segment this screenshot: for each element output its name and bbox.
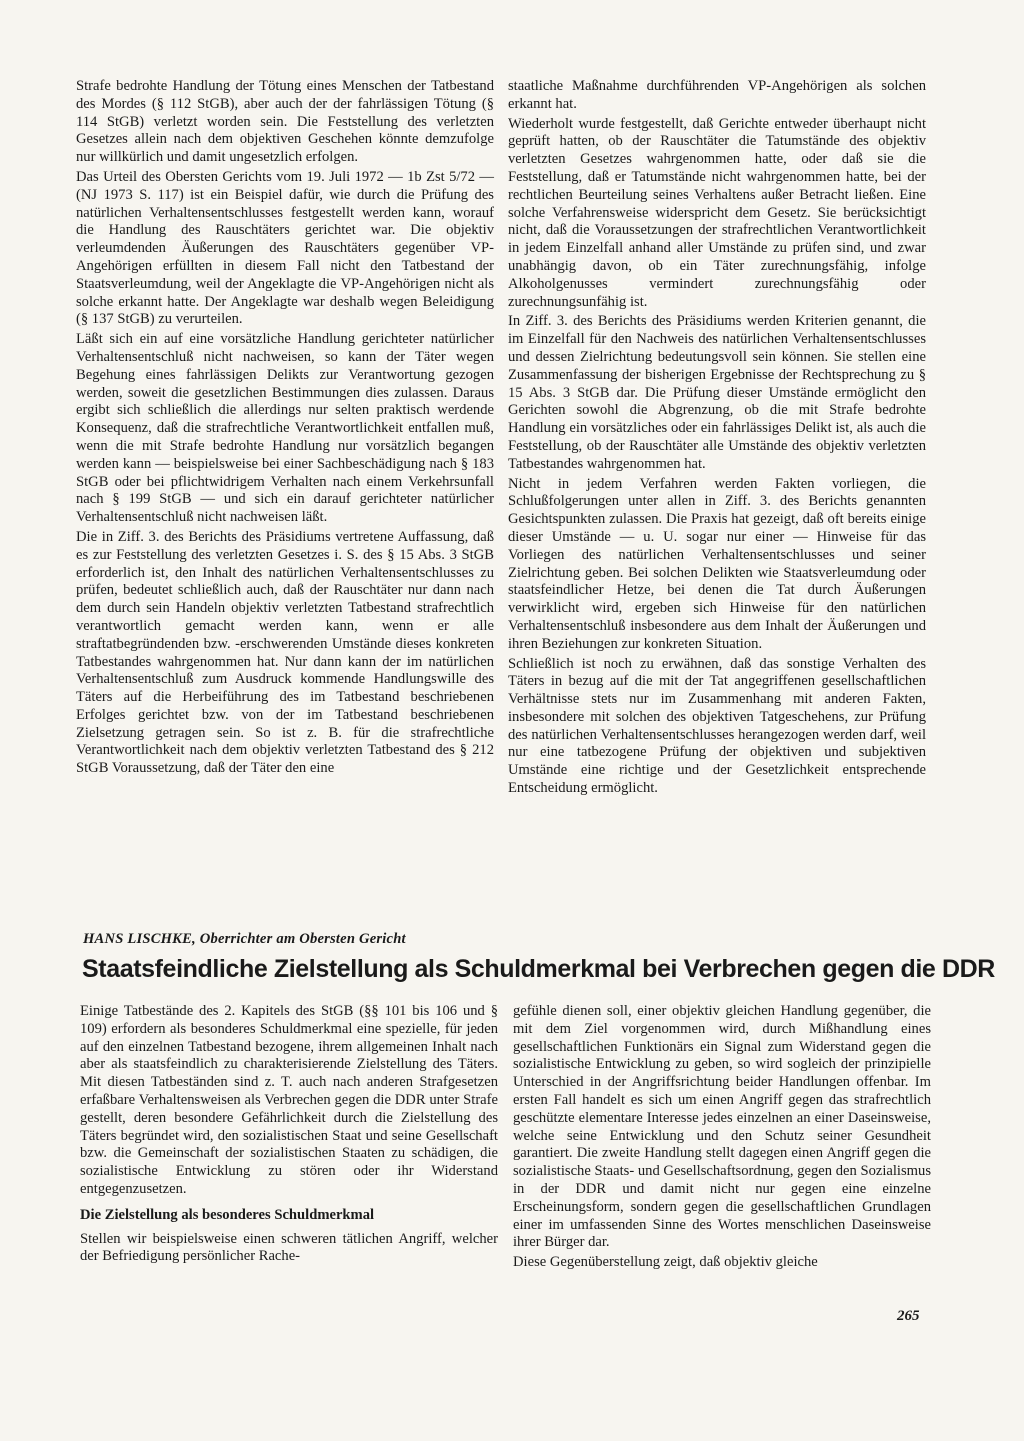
article2-right-column — [513, 1003, 931, 1274]
paragraph: gefühle dienen soll, einer objektiv gleichen Handlung gegenüber, die mit dem Ziel vorgenommen wird, durch Mißhandlung eines gesellschaftlichen Funktionärs ein Signal zum Widerstand gegen die sozialistische Entwicklung zu geben, so wird sogleich der prinzipielle Unterschied in der Angriffsrichtung beider Handlungen offenbar. Im ersten Fall handelt es sich um einen Angriff gegen das strafrechtlich geschützte elementare Interesse jedes einzelnen an einer Daseinsweise, welche seine Entwicklung und den Schutz seiner Gesundheit garantiert. Die zweite Handlung stellt dagegen einen Angriff gegen die sozialistische Staats- und Gesellschaftsordnung, gegen den Sozialismus in der DDR und damit nicht nur gegen eine einzelne Erscheinungsform, sondern gegen die gesellschaftlichen Grundlagen einer im umfassenden Sinne des Wortes menschlichen Daseinsweise ihrer Bürger dar. — [513, 1003, 931, 1251]
paragraph: Diese Gegenüberstellung zeigt, daß objektiv gleiche — [513, 1254, 818, 1271]
paragraph: Einige Tatbestände des 2. Kapitels des StGB (§§ 101 bis 106 und § 109) erfordern als besonderes Schuldmerkmal eine spezielle, für jeden auf den einzelnen Tatbestand bezogene, ihrem allgemeinen Inhalt nach aber als staatsfeindlich zu charakterisierende Zielstellung des Täters. Mit diesen Tatbeständen sind z. T. auch nach anderen Strafgesetzen erfaßbare Verhaltensweisen als Verbrechen gegen die DDR unter Strafe gestellt, deren besondere Gefährlichkeit durch die Zielstellung des Täters begründet wird, den sozialistischen Staat und seine Gesellschaft bzw. die Gemeinschaft der sozialistischen Staaten zu schädigen, die sozialistische Entwicklung zu stören oder ihr Widerstand entgegenzusetzen. — [80, 1003, 498, 1197]
paragraph: Läßt sich ein auf eine vorsätzliche Handlung gerichteter natürlicher Verhaltensentschluß nicht nachweisen, so kann der Täter wegen Begehung eines fahrlässigen Delikts zur Verantwortung gezogen werden, soweit die gesetzlichen Bestimmungen dies zulassen. Daraus ergibt sich schließlich die allerdings nur selten praktisch werdende Konsequenz, daß die strafrechtliche Verantwortlichkeit entfallen muß, wenn die mit Strafe bedrohte Handlung nur vorsätzlich begangen werden kann — beispielsweise bei einer Sachbeschädigung nach § 183 StGB oder bei pflichtwidrigem Verhalten nach einem Verkehrsunfall nach § 199 StGB — und sich ein darauf gerichteter natürlicher Verhaltensentschluß nicht nachweisen läßt. — [76, 331, 494, 526]
section-subheading: Die Zielstellung als besonderes Schuldmerkmal — [80, 1206, 375, 1223]
paragraph: Das Urteil des Obersten Gerichts vom 19. Juli 1972 — 1b Zst 5/72 — (NJ 1973 S. 117) ist ein Beispiel dafür, wie durch die Prüfung des natürlichen Verhaltensentschlusses festgestellt werden kann, worauf die Handlung des Rauschtäters gerichtet war. Die objektiv verleumdenden Äußerungen des Rauschtäters gegenüber VP-Angehörigen erfüllten in diesem Fall nicht den Tatbestand der Staatsverleumdung, weil der Angeklagte die VP-Angehörigen nicht als solche erkannt hatte. Der Angeklagte war deshalb wegen Beleidigung (§ 137 StGB) zu verurteilen. — [76, 168, 494, 328]
paragraph: Strafe bedrohte Handlung der Tötung eines Menschen der Tatbestand des Mordes (§ 112 StGB), aber auch der der fahrlässigen Tötung (§ 114 StGB) verletzt worden sein. Die Feststellung des verletzten Gesetzes allein nach dem objektiven Geschehen könnte demzufolge nur willkürlich und damit ungesetzlich erfolgen. — [76, 78, 494, 166]
article2-left-column — [80, 1003, 498, 1268]
paragraph: Schließlich ist noch zu erwähnen, daß das sonstige Verhalten des Täters in bezug auf die mit der Tat angegriffenen gesellschaftlichen Verhältnisse stets nur im Zusammenhang mit anderen Fakten, insbesondere mit solchen des objektiven Tatgeschehens, zur Prüfung des natürlichen Verhaltensentschlusses herangezogen werden darf, weil nur eine tatbezogene Prüfung der objektiven und subjektiven Umstände eine richtige und der Gesetzlichkeit entsprechende Entscheidung ermöglicht. — [508, 655, 926, 797]
author-line: HANS LISCHKE, Oberrichter am Obersten Gericht — [83, 931, 406, 947]
paragraph: Wiederholt wurde festgestellt, daß Gerichte entweder überhaupt nicht geprüft hatten, ob der Rauschtäter die Tatumstände des objektiv verletzten Gesetzes wahrgenommen hatte, oder daß sie die Feststellung, daß er Tatumstände nicht wahrgenommen hatte, bei der rechtlichen Beurteilung seines Verhaltens außer Betracht ließen. Eine solche Verfahrensweise widerspricht dem Gesetz. Sie berücksichtigt nicht, daß die Voraussetzungen der strafrechtlichen Verantwortlichkeit in jedem Einzelfall anhand aller Umstände zu prüfen sind, und zwar unabhängig davon, ob ein Täter zurechnungsfähig, infolge Alkoholgenusses vermindert zurechnungsfähig oder zurechnungsunfähig ist. — [508, 115, 926, 310]
page-number: 265 — [897, 1308, 920, 1324]
paragraph: Stellen wir beispielsweise einen schweren tätlichen Angriff, welcher der Befriedigung persönlicher Rache- — [80, 1230, 498, 1265]
paragraph: Nicht in jedem Verfahren werden Fakten vorliegen, die Schlußfolgerungen unter allen in Ziff. 3. des Berichts genannten Gesichtspunkten zulassen. Die Praxis hat gezeigt, daß oft bereits einige dieser Umstände — u. U. sogar nur einer — Hinweise für das Vorliegen des natürlichen Verhaltensentschlusses und seiner Zielrichtung geben. Bei solchen Delikten wie Staatsverleumdung oder staatsfeindlicher Hetze, bei denen die Tat durch Äußerungen verwirklicht wird, ergeben sich Hinweise für den natürlichen Verhaltensentschluß insbesondere aus dem Inhalt der Äußerungen und ihren Beziehungen zur konkreten Situation. — [508, 475, 926, 652]
article-headline: Staatsfeindliche Zielstellung als Schuldmerkmal bei Verbrechen gegen die DDR — [82, 955, 995, 983]
paragraph: In Ziff. 3. des Berichts des Präsidiums werden Kriterien genannt, die im Einzelfall für den Nachweis des natürlichen Verhaltensentschlusses und dessen Zielrichtung bedeutungsvoll sein können. Sie stellen eine Zusammenfassung der bisherigen Ergebnisse der Rechtsprechung zu § 15 Abs. 3 StGB dar. Die Prüfung dieser Umstände ermöglicht den Gerichten sowohl die Abgrenzung, ob die mit Strafe bedrohte Handlung ein vorsätzliches oder ein fahrlässiges Delikt ist, als auch die Feststellung, ob der Rauschtäter alle Umstände des objektiv verletzten Tatbestandes wahrgenommen hat. — [508, 313, 926, 472]
paragraph: Die in Ziff. 3. des Berichts des Präsidiums vertretene Auffassung, daß es zur Feststellung des verletzten Gesetzes i. S. des § 15 Abs. 3 StGB erforderlich ist, den Inhalt des natürlichen Verhaltensentschlusses zu prüfen, bedeutet schließlich auch, daß der Rauschtäter nur dann nach dem durch sein Handeln objektiv verletzten Tatbestand strafrechtlich verantwortlich gemacht werden kann, wenn er alle straftatbegründenden bzw. -erschwerenden Umstände dieses konkreten Tatbestandes wahrgenommen hat. Nur dann kann der im natürlichen Verhaltensentschluß zum Ausdruck kommende Handlungswille des Täters auf die Herbeiführung des im Tatbestand beschriebenen Erfolges gerichtet bzw. von der im Tatbestand beschriebenen Zielsetzung getragen sein. So ist z. B. für die strafrechtliche Verantwortlichkeit nach dem objektiv verletzten Tatbestand des § 212 StGB Voraussetzung, daß der Täter den eine — [76, 528, 494, 777]
paragraph: staatliche Maßnahme durchführenden VP-Angehörigen als solchen erkannt hat. — [508, 78, 926, 112]
article1-left-column — [76, 78, 494, 780]
article1-right-column — [508, 78, 926, 800]
